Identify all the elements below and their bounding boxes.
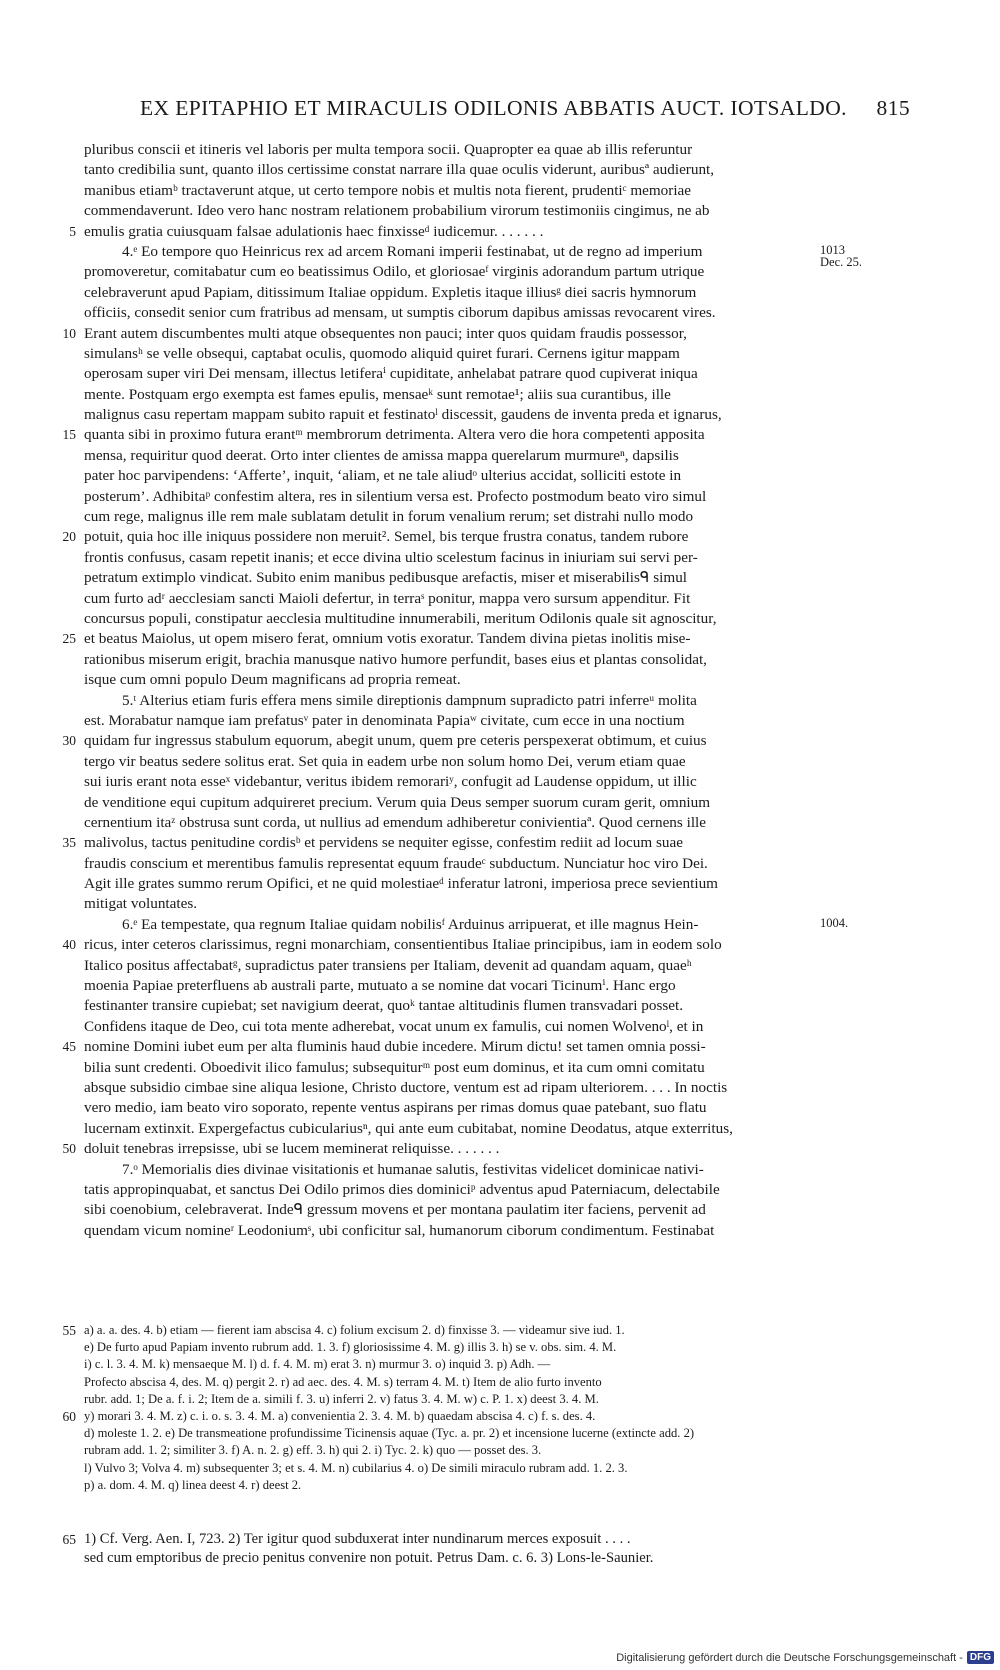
footnote-line [84, 1442, 896, 1459]
line-number: 55 [62, 1323, 76, 1338]
text-line [62, 527, 896, 547]
line-text: y) morari 3. 4. M. z) c. i. o. s. 3. 4. M. a) convenientia 2. 3. 4. M. b) quaedam abscisa 4. c) f. s. des. 4. [84, 1408, 596, 1423]
margin-date: 1004. [820, 916, 849, 931]
text-line [84, 670, 896, 690]
line-text: rationibus miserum erigit, brachia manusque nativo humore perfundit, bases eius et plantas consolidat, [84, 650, 707, 668]
line-number: 30 [62, 733, 76, 749]
text-line [84, 1221, 896, 1241]
main-text [62, 140, 896, 1241]
line-text: nomine Domini iubet eum per alta fluminis haud dubie incedere. Mirum dictu! set tamen omnia possi- [84, 1038, 706, 1056]
line-text: doluit tenebras irrepsisse, ubi se lucem meminerat reliquisse. . . . . . . [84, 1140, 500, 1158]
line-text: cum furto adʳ aecclesiam sancti Maioli defertur, in terraˢ ponitur, mappa vero sursum appenditur. Fit [84, 589, 691, 607]
text-line [84, 874, 896, 894]
line-text: tatis appropinquabat, et sanctus Dei Odilo primos dies dominiciᵖ adventus apud Paterniacum, delectabile [84, 1180, 720, 1198]
text-line [84, 609, 896, 629]
line-text: rubr. add. 1; De a. f. i. 2; Item de a. simili f. 3. u) inferri 2. v) fatus 3. 4. M. w) c. P. 1. x) deest 3. 4. M. [84, 1391, 599, 1406]
header-title: EX EPITAPHIO ET MIRACULIS ODILONIS ABBATIS AUCT. IOTSALDO. [140, 96, 847, 120]
line-number: 10 [62, 325, 76, 341]
line-number: 20 [62, 529, 76, 545]
line-text: potuit, quia hoc ille iniquus possidere non meruit². Semel, bis terque frustra conatus, tandem rubore [84, 528, 689, 546]
line-text: frontis confusus, casam repetit inanis; et ecce divina ultio scelestum facinus in iniuriam sui servi per- [84, 548, 698, 566]
line-text: Italico positus affectabatᵍ, supradictus pater transiens per Italiam, devenit ad quandam aquam, quaeʰ [84, 956, 692, 974]
line-text: festinanter transire cupiebat; set navigium deerat, quoᵏ tantae altitudinis flumen transvadari posset. [84, 997, 684, 1015]
text-line [84, 487, 896, 507]
line-text: 4.ᵉ Eo tempore quo Heinricus rex ad arcem Romani imperii festinabat, ut de regno ad imperium [122, 242, 703, 260]
text-line [84, 1058, 896, 1078]
text-line [69, 222, 896, 242]
source-note-line [62, 1530, 896, 1549]
text-line [84, 956, 896, 976]
line-text: 6.ᵉ Ea tempestate, qua regnum Italiae quidam nobilisᶠ Arduinus arripuerat, et ille magnus Hein- [122, 915, 699, 933]
footnote-line [84, 1460, 896, 1477]
text-line [62, 324, 896, 344]
line-text: fraudis conscium et merentibus famulis representat equum fraudeᶜ subductum. Nunciatur hoc viro Dei. [84, 854, 708, 872]
text-line [84, 140, 896, 160]
line-text: commendaverunt. Ideo vero hanc nostram relationem probabilium virorum testimoniis cingimus, ne ab [84, 202, 710, 220]
footnote-line [84, 1356, 896, 1373]
line-text: tanto credibilia sunt, quanto illos certissime constat narrare illa quae oculis viderunt, auribusª audierunt, [84, 161, 715, 179]
text-line [84, 650, 896, 670]
line-text: mitigat voluntates. [84, 895, 198, 913]
text-line [84, 1017, 896, 1037]
line-text: Confidens itaque de Deo, cui tota mente adherebat, vocat unum ex famulis, cui nomen Wolvenoˡ, et in [84, 1017, 704, 1035]
line-text: 7.ᵒ Memorialis dies divinae visitationis et humanae salutis, festivitas videlicet dominicae nativi- [122, 1160, 704, 1178]
footnote-line [84, 1425, 896, 1442]
line-number: 40 [62, 937, 76, 953]
line-number: 50 [62, 1141, 76, 1157]
text-line [84, 996, 896, 1016]
line-text: officiis, consedit senior cum fratribus ad mensam, ut sumptis ciborum dapibus amissas revocarent vires. [84, 304, 716, 322]
text-line [84, 589, 896, 609]
dfg-logo: DFG [967, 1651, 994, 1664]
text-line [84, 1180, 896, 1200]
line-text: 1) Cf. Verg. Aen. I, 723. 2) Ter igitur quod subduxerat inter nundinarum merces exposuit . . . . [84, 1531, 631, 1547]
line-number: 15 [62, 427, 76, 443]
line-text: pater hoc parvipendens: ‘Afferte’, inquit, ‘aliam, et ne tale aliudᵒ ulterius accidat, solliciti estote in [84, 467, 682, 485]
margin-date: Dec. 25. [820, 255, 862, 270]
line-text: sui iuris erant nota esseˣ videbantur, veritus ibidem remorariʸ, confugit ad Laudense oppidum, ut illic [84, 773, 697, 791]
line-text: rubram add. 1. 2; similiter 3. f) A. n. 2. g) eff. 3. h) qui 2. i) Tyc. 2. k) quo — posset des. 3. [84, 1443, 542, 1458]
text-line [84, 242, 896, 262]
text-line [62, 425, 896, 445]
text-line [84, 813, 896, 833]
text-line [84, 405, 896, 425]
text-line [84, 262, 896, 282]
line-text: d) moleste 1. 2. e) De transmeatione profundissime Ticinensis aquae (Tyc. a. pr. 2) et incensione lucerne (extincte add. 2) [84, 1426, 695, 1441]
text-line [84, 894, 896, 914]
line-number: 65 [62, 1532, 76, 1547]
line-text: malivolus, tactus penitudine cordisᵇ et pervidens se nequiter egisse, confestim rediit ad locum suae [84, 834, 683, 852]
line-text: promoveretur, comitabatur cum eo beatissimus Odilo, et gloriosaeᶠ virginis adorandum partum utrique [84, 263, 705, 281]
line-text: isque cum omni populo Deum magnificans ad propria remeat. [84, 671, 461, 689]
text-line [84, 181, 896, 201]
line-text: ricus, inter ceteros clarissimus, regni monarchiam, consentientibus Italiae principibus, iam in eodem solo [84, 936, 722, 954]
line-text: est. Morabatur namque iam prefatusᵛ pater in denominata Papiaʷ civitate, cum ecce in una noctium [84, 711, 685, 729]
line-text: de venditione equi cupitum adquireret precium. Verum quia Deus semper suorum curam gerit, omnium [84, 793, 711, 811]
line-text: l) Vulvo 3; Volva 4. m) subsequenter 3; et s. 4. M. n) cubilarius 4. o) De simili miraculo rubram add. 1. 2. 3. [84, 1460, 628, 1475]
line-number: 60 [62, 1408, 76, 1424]
line-text: Agit ille grates summo rerum Opifici, et ne quid molestiaeᵈ inferatur latroni, imperiosa prece sevientium [84, 875, 718, 893]
text-line [84, 283, 896, 303]
text-line [84, 446, 896, 466]
line-text: concursus populi, constipatur aecclesia multitudine innumerabili, meritum Odilonis quale sit agnoscitur, [84, 609, 717, 627]
line-text: et beatus Maiolus, ut opem misero ferat, omnium votis exoratur. Tandem divina pietas inolitis mise- [84, 630, 691, 648]
line-text: lucernam extinxit. Expergefactus cubiculariusⁿ, qui ante eum cubitabat, nomine Deodatus, atque exterritus, [84, 1119, 733, 1137]
text-line [84, 507, 896, 527]
line-text: petratum extimplo vindicat. Subito enim manibus pedibusque arefactis, miser et miserabilisᑫ simul [84, 569, 688, 587]
critical-apparatus [62, 1322, 896, 1494]
line-text: Erant autem discumbentes multi atque obsequentes non pauci; inter quos quidam fraudis possessor, [84, 324, 687, 342]
text-line [62, 1037, 896, 1057]
line-text: quanta sibi in proximo futura erantᵐ membrorum detrimenta. Altera vero die hora competenti apposita [84, 426, 705, 444]
line-text: absque subsidio cimbae sine aliqua lesione, Christo ductore, ventum est ad ripam ulteriorem. . . . In noctis [84, 1078, 728, 1096]
line-text: posterum’. Adhibitaᵖ confestim altera, res in silentium versa est. Profecto postmodum beato viro simul [84, 487, 707, 505]
text-line [62, 629, 896, 649]
running-header [140, 96, 910, 121]
text-line [84, 1078, 896, 1098]
text-line [84, 1119, 896, 1139]
text-line [84, 1160, 896, 1180]
line-text: pluribus conscii et itineris vel laboris per multa tempora socii. Quapropter ea quae ab illis referuntur [84, 141, 693, 158]
line-text: i) c. l. 3. 4. M. k) mensaeque M. l) d. f. 4. M. m) erat 3. n) murmur 3. o) inquid 3. p) Adh. — [84, 1357, 551, 1372]
line-text: tergo vir beatus sedere solitus erat. Set quia in eadem urbe non solum homo Dei, verum etiam quae [84, 752, 686, 770]
text-line [84, 201, 896, 221]
line-text: cernentium itaᶻ obstrusa sunt corda, ut nullius ad emendum adhiberetur conivientiaª. Quod cernens ille [84, 813, 707, 831]
line-text: e) De furto apud Papiam invento rubrum add. 1. 3. f) gloriosissime 4. M. g) illis 3. h) se v. obs. sim. 4. M. [84, 1340, 617, 1355]
footnote-line [84, 1374, 896, 1391]
text-line [84, 568, 896, 588]
text-line [84, 385, 896, 405]
text-line [84, 752, 896, 772]
line-text: manibus etiamᵇ tractaverunt atque, ut certo tempore nobis et multis nota fierent, prudentiᶜ memoriae [84, 181, 692, 199]
text-line [84, 854, 896, 874]
line-number: 45 [62, 1039, 76, 1055]
line-text: vero medio, iam beato viro soporato, repente ventus aspirans per rimas domus quae patebant, suo flatu [84, 1099, 707, 1117]
page-number: 815 [876, 96, 910, 120]
source-notes [62, 1530, 896, 1568]
line-text: operosam super viri Dei mensam, illectus letiferaⁱ cupiditate, anhelabat patrare quod cupiverat iniqua [84, 365, 698, 383]
text-line [84, 793, 896, 813]
margin-date: 1013 [820, 243, 845, 257]
line-text: 5.ᵗ Alterius etiam furis effera mens simile direptionis dampnum supradicto patri inferreᵘ molita [122, 691, 697, 709]
text-line [62, 1139, 896, 1159]
footnote-line [84, 1391, 896, 1408]
text-line [62, 935, 896, 955]
line-text: simulansʰ se velle obsequi, captabat oculis, quomodo aliquid quiret furari. Cernens igitur mappam [84, 344, 680, 362]
line-text: Profecto abscisa 4, des. M. q) pergit 2. r) ad aec. des. 4. M. s) terram 4. M. t) Item de alio furto invento [84, 1374, 602, 1389]
text-line [62, 731, 896, 751]
line-text: malignus casu repertam mappam subito rapuit et festinatoˡ discessit, gaudens de inventa preda et ignarus, [84, 406, 722, 424]
line-number: 5 [69, 223, 76, 239]
line-text: sed cum emptoribus de precio penitus convenire non potuit. Petrus Dam. c. 6. 3) Lons-le-Saunier. [84, 1550, 654, 1566]
line-text: sibi coenobium, celebraverat. Indeᑫ gressum movens et per montana paulatim iter faciens, pervenit ad [84, 1201, 706, 1219]
text-line [84, 466, 896, 486]
line-number: 25 [62, 631, 76, 647]
text-line [84, 303, 896, 323]
line-text: celebraverunt apud Papiam, ditissimum Italiae oppidum. Expletis itaque illiusᵍ diei sacris hymnorum [84, 283, 697, 301]
text-line [84, 548, 896, 568]
text-line [62, 833, 896, 853]
footnote-line [84, 1339, 896, 1356]
line-number: 35 [62, 835, 76, 851]
line-text: moenia Papiae preterfluens ab australi parte, mutuato a se nomine dat vocari Ticinumⁱ. Hanc ergo [84, 977, 676, 995]
text-line [84, 915, 896, 935]
line-text: mente. Postquam ergo exempta est fames epulis, mensaeᵏ sunt remotae¹; aliis sua curantibus, ille [84, 385, 671, 403]
line-text: quendam vicum nomineʳ Leodoniumˢ, ubi conficitur sal, humanorum ciborum condimentum. Festinabat [84, 1221, 715, 1239]
digitization-credit [616, 1651, 994, 1664]
line-text: bilia sunt credenti. Oboedivit ilico famulus; subsequiturᵐ post eum dominus, et ita cum omni comitatu [84, 1058, 705, 1076]
text-line [84, 344, 896, 364]
text-line [84, 1098, 896, 1118]
text-line [84, 364, 896, 384]
text-line [84, 711, 896, 731]
line-text: emulis gratia cuiusquam falsae adulationis haec finxisseᵈ iudicemur. . . . . . . [84, 222, 544, 240]
text-line [84, 691, 896, 711]
text-line [84, 160, 896, 180]
footnote-line [84, 1477, 896, 1494]
source-note-line [84, 1549, 896, 1568]
text-line [84, 976, 896, 996]
line-text: cum rege, malignus ille rem male sublatam detulit in forum venalium rerum; set distrahi nullo modo [84, 508, 694, 526]
text-line [84, 1200, 896, 1220]
line-text: quidam fur ingressus stabulum equorum, abegit unum, quem pre ceteris perspexerat obtimum, et cuius [84, 732, 707, 750]
line-text: mensa, requiritur quod deerat. Orto inter clientes de amissa mappa querelarum murmureⁿ, dapsilis [84, 446, 679, 464]
footnote-line [62, 1408, 896, 1425]
line-text: a) a. a. des. 4. b) etiam — fierent iam abscisa 4. c) folium excisum 2. d) finxisse 3. — videamur sive iud. 1. [84, 1323, 625, 1337]
line-text: p) a. dom. 4. M. q) linea deest 4. r) deest 2. [84, 1477, 302, 1492]
footnote-line [62, 1322, 896, 1339]
footer-text: Digitalisierung gefördert durch die Deutsche Forschungsgemeinschaft - [616, 1651, 963, 1664]
text-line [84, 772, 896, 792]
